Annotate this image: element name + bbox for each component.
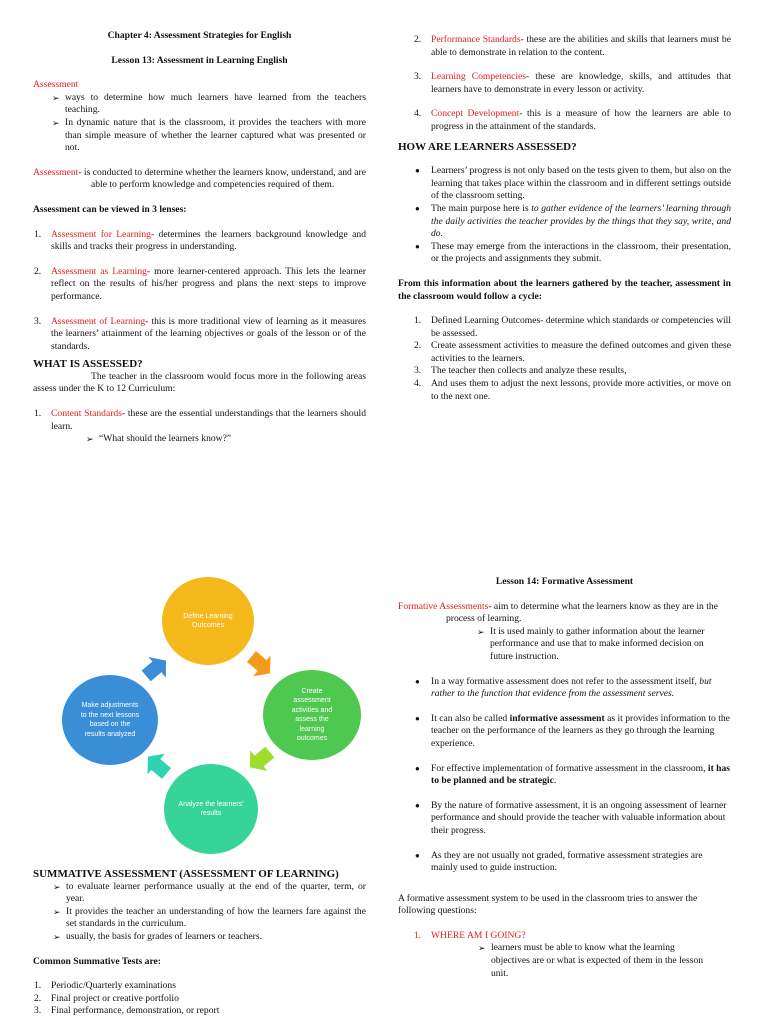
arrow-bullet-icon: ➢ xyxy=(478,943,486,954)
arrow-bullet-icon: ➢ xyxy=(52,92,60,103)
bullet-dot-icon: ● xyxy=(415,713,420,723)
list-item: ➢ ways to determine how much learners have learned from the teachers teaching. xyxy=(52,91,366,116)
list-item: 3. Assessment of Learning- this is more traditional view of learning as it measures the learners’ attainment of the learning objectives or goals of the lesson or of the standards. xyxy=(34,315,366,352)
how-heading: HOW ARE LEARNERS ASSESSED? xyxy=(398,140,577,153)
list-item: ➢ In dynamic nature that is the classroom, it provides the teachers with more than simple measure of whether the learner captured what was presented or not. xyxy=(52,116,366,154)
assessment-definition: Assessment- is conducted to determine whether the learners know, understand, and are able to perform knowledge and competencies required of them. xyxy=(33,166,366,191)
list-item: ➢ learners must be able to know what the learning objectives are or what is expected of them in the lesson unit. xyxy=(478,942,704,979)
list-item: ● The main purpose here is to gather evidence of the learners’ learning through the daily activities the teacher provides by the things that they say, write, and do. xyxy=(415,202,731,240)
assessment-cycle-diagram xyxy=(58,575,348,855)
list-item: 2. Final project or creative portfolio xyxy=(34,992,179,1004)
list-item: ➢ It provides the teacher an understanding of how the learners fare against the set standards in the curriculum. xyxy=(53,905,366,930)
bullet-dot-icon: ● xyxy=(415,166,420,176)
arrow-bullet-icon: ➢ xyxy=(53,881,61,892)
list-item: 1. Assessment for Learning- determines the learners background knowledge and skills and tracks their progress in understanding. xyxy=(34,228,366,253)
list-item: ● It can also be called informative assessment as it provides information to the teacher on the performance of the learners as they go through the learning experience. xyxy=(415,712,730,749)
cycle-heading: From this information about the learners gathered by the teacher, assessment in the classroom would follow a cycle: xyxy=(398,277,731,302)
content-standards-list xyxy=(34,408,366,446)
summative-bullets xyxy=(53,880,366,944)
diagram-circle-adjust: Make adjustments to the next lessons based on the results analyzed xyxy=(62,675,158,765)
list-item: 2. Create assessment activities to measure the defined outcomes and given these activities to the learners. xyxy=(414,340,731,364)
chapter-title: Chapter 4: Assessment Strategies for English xyxy=(107,30,292,41)
questions-list xyxy=(414,929,731,980)
diagram-circle-analyze: Analyze the learners' results xyxy=(164,764,258,854)
arrow-bullet-icon: ➢ xyxy=(477,626,485,637)
bullet-dot-icon: ● xyxy=(415,850,420,860)
list-item: ➢ “What should the learners know?” xyxy=(86,433,232,445)
lenses-heading: Assessment can be viewed in 3 lenses: xyxy=(33,203,187,215)
list-item: 4. Concept Development- this is a measure of how the learners are able to progress in the attainment of the standards. xyxy=(414,108,731,132)
list-item: ● By the nature of formative assessment, it is an ongoing assessment of learner performance and should provide the teacher with valuable information about their progress. xyxy=(415,799,727,836)
common-tests-heading: Common Summative Tests are: xyxy=(33,955,162,967)
list-item: ● In a way formative assessment does not refer to the assessment itself, but rather to the function that evidence from the assessment serves. xyxy=(415,675,712,700)
lesson13-title: Lesson 13: Assessment in Learning English xyxy=(111,54,288,66)
bullet-dot-icon: ● xyxy=(415,203,420,213)
bullet-dot-icon: ● xyxy=(415,763,420,773)
cycle-steps xyxy=(414,315,731,403)
what-heading: WHAT IS ASSESSED? xyxy=(33,358,143,371)
lenses-list xyxy=(34,228,366,354)
list-item: 1. WHERE AM I GOING? xyxy=(414,929,526,941)
common-tests-list xyxy=(34,980,366,1018)
assessment-term: Assessment xyxy=(33,79,79,91)
bullet-dot-icon: ● xyxy=(415,241,420,251)
diagram-circle-define: Define Learning Outcomes xyxy=(162,577,254,665)
left-top-column xyxy=(33,30,366,446)
arrow-bullet-icon: ➢ xyxy=(53,931,61,942)
right-top-column xyxy=(398,34,731,403)
arrow-right-down-icon xyxy=(246,651,274,679)
list-item: ● As they are not usually not graded, formative assessment strategies are mainly used to guide instruction. xyxy=(415,849,703,874)
left-bottom-column xyxy=(33,868,366,1018)
summative-heading: SUMMATIVE ASSESSMENT (ASSESSMENT OF LEARNING) xyxy=(33,868,339,880)
list-item: ➢ to evaluate learner performance usually at the end of the quarter, term, or year. xyxy=(53,880,366,905)
list-item: 4. And uses them to adjust the next lessons, provide more activities, or move on to the next one. xyxy=(414,378,731,402)
arrow-left-up-icon xyxy=(144,751,172,779)
formative-definition: Formative Assessments- aim to determine what the learners know as they are in the process of learning. xyxy=(398,600,718,625)
list-item: ➢ It is used mainly to gather information about the learner performance and use that to make informed decision on future instruction. xyxy=(477,625,705,662)
bullet-dot-icon: ● xyxy=(415,676,420,686)
right-bottom-column xyxy=(398,576,731,980)
list-item: ● These may emerge from the interactions in the classroom, their presentation, or the projects and assignments they submit. xyxy=(415,240,731,265)
arrow-bullet-icon: ➢ xyxy=(86,434,94,445)
list-item: 2. Assessment as Learning- more learner-centered approach. This lets the learner reflect on the results of his/her progress and plans the next steps to improve performance. xyxy=(34,265,366,302)
how-bullets xyxy=(415,165,731,266)
bullet-dot-icon: ● xyxy=(415,800,420,810)
list-item: 3. Learning Competencies- these are knowledge, skills, and attitudes that learners have to demonstrate in every lesson or activity. xyxy=(414,71,731,95)
list-item: 1. Content Standards- these are the essential understandings that the learners should learn. xyxy=(34,408,366,432)
standards-list xyxy=(414,34,731,134)
list-item: 2. Performance Standards- these are the abilities and skills that learners must be able to demonstrate in relation to the content. xyxy=(414,34,731,58)
list-item: 1. Defined Learning Outcomes- determine which standards or competencies will be assessed. xyxy=(414,315,731,339)
diagram-circle-create: Create assessment activities and assess the learning outcomes xyxy=(263,670,361,760)
list-item: 3. The teacher then collects and analyze these results, xyxy=(414,365,627,377)
list-item: ● For effective implementation of formative assessment in the classroom, it has to be planned and be strategic. xyxy=(415,762,731,787)
list-item: ➢ usually, the basis for grades of learners or teachers. xyxy=(53,930,262,942)
list-item: ● Learners’ progress is not only based on the tests given to them, but also on the learning that takes place within the classroom and in different settings outside of the classroom setting. xyxy=(415,165,731,202)
arrow-left-down-icon xyxy=(246,745,274,773)
list-item: 1. Periodic/Quarterly examinations xyxy=(34,980,176,992)
arrow-right-up-icon xyxy=(142,655,170,683)
arrow-bullet-icon: ➢ xyxy=(53,906,61,917)
what-text: The teacher in the classroom would focus more in the following areas assess under the K to 12 Curriculum: xyxy=(33,370,366,395)
system-text: A formative assessment system to be used in the classroom tries to answer the following questions: xyxy=(398,892,698,917)
formative-bullets xyxy=(415,675,731,875)
list-item: 3. Final performance, demonstration, or report xyxy=(34,1005,220,1017)
arrow-bullet-icon: ➢ xyxy=(52,117,60,128)
assessment-bullets xyxy=(52,91,366,155)
lesson14-title: Lesson 14: Formative Assessment xyxy=(495,576,634,587)
